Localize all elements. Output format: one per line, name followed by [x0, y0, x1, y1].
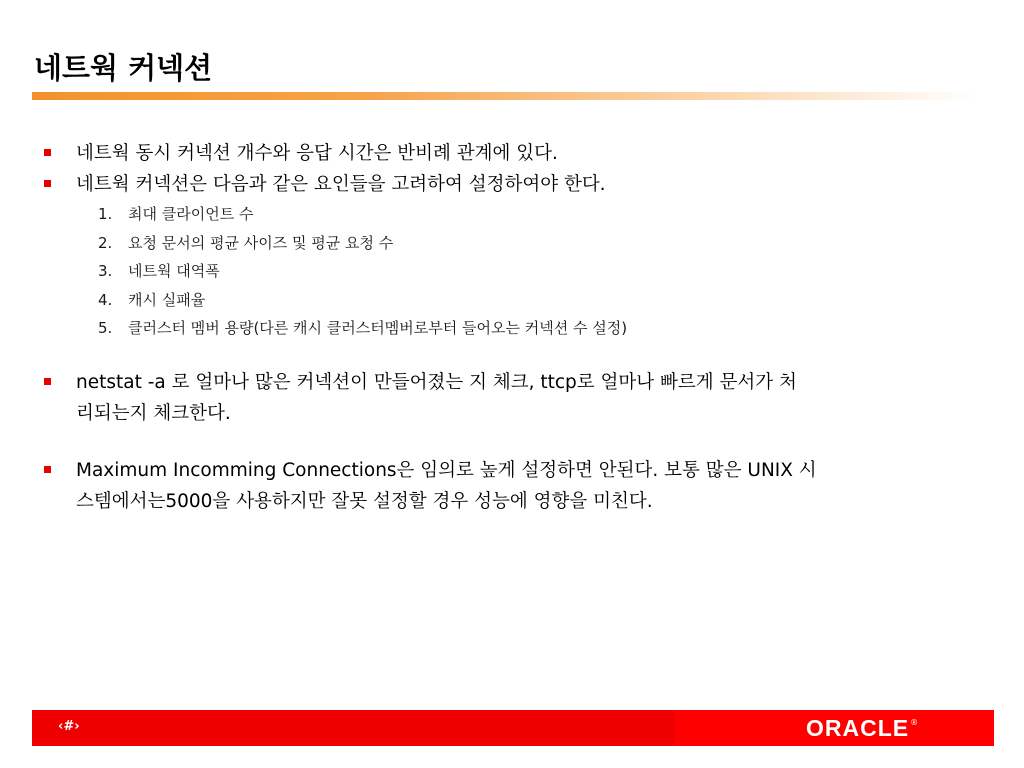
numbered-list	[44, 200, 974, 343]
oracle-logo	[806, 716, 918, 740]
slide-title: 네트웍 커넥션	[34, 51, 213, 85]
bullet-text-line-1: Maximum Incomming Connections은 임의로 높게 설정하면 안된다. 보통 많은 UNIX 시	[76, 459, 817, 481]
bullet-text-line-2: 스템에서는5000을 사용하지만 잘못 설정할 경우 성능에 영향을 미친다.	[76, 490, 653, 512]
bullet-item-4	[44, 455, 974, 517]
bullet-item-3	[44, 367, 974, 429]
square-bullet-icon	[44, 466, 51, 473]
square-bullet-icon	[44, 180, 51, 187]
bullet-text-line-1: netstat -a 로 얼마나 많은 커넥션이 만들어졌는 지 체크, ttcp로 얼마나 빠르게 문서가 처	[76, 371, 797, 393]
list-number: 4.	[98, 290, 113, 309]
list-item	[44, 314, 974, 343]
list-item-text: 캐시 실패율	[128, 290, 206, 309]
list-number: 2.	[98, 233, 113, 252]
list-number: 5.	[98, 319, 113, 338]
list-item	[44, 286, 974, 315]
spacer	[44, 343, 974, 367]
square-bullet-icon	[44, 378, 51, 385]
list-item	[44, 257, 974, 286]
list-number: 1.	[98, 205, 113, 223]
square-bullet-icon	[44, 149, 51, 156]
title-underline	[32, 92, 978, 100]
page-number: ‹#›	[58, 719, 80, 734]
list-item-text: 네트웍 대역폭	[128, 262, 220, 281]
bullet-item-2	[44, 169, 974, 200]
list-item-text: 클러스터 멤버 용량(다른 캐시 클러스터멤버로부터 들어오는 커넥션 수 설정)	[128, 319, 628, 338]
bullet-item-1	[44, 138, 974, 169]
logo-wordmark: ORACLE	[806, 715, 910, 741]
list-number: 3.	[98, 262, 113, 281]
list-item	[44, 229, 974, 258]
bullet-text-line-2: 리되는지 체크한다.	[76, 402, 231, 424]
list-item	[44, 200, 974, 229]
list-item-text: 최대 클라이언트 수	[128, 205, 254, 223]
bullet-text: 네트웍 동시 커넥션 개수와 응답 시간은 반비례 관계에 있다.	[76, 143, 558, 164]
bullet-text: 네트웍 커넥션은 다음과 같은 요인들을 고려하여 설정하여야 한다.	[76, 174, 606, 195]
registered-mark: ®	[910, 718, 919, 727]
footer-bar-left	[32, 710, 672, 746]
slide-content	[44, 138, 974, 517]
list-item-text: 요청 문서의 평균 사이즈 및 평균 요청 수	[128, 233, 394, 252]
spacer	[44, 429, 974, 455]
